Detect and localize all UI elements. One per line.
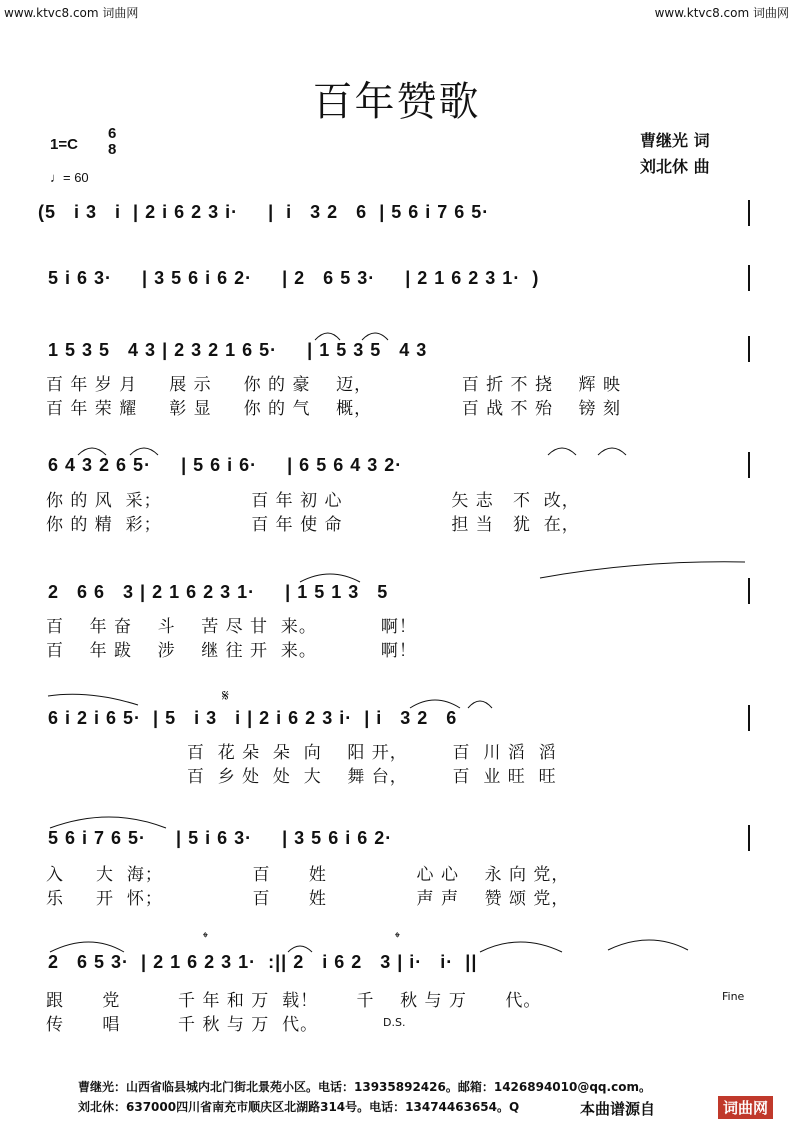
slur	[608, 940, 688, 950]
fine-mark: Fine	[722, 990, 745, 1003]
segno-mark: 𝄋	[222, 686, 229, 705]
slur	[130, 448, 158, 455]
key-signature: 1=C	[50, 136, 78, 153]
slur	[410, 700, 460, 708]
lyric-verse2-line-3: 百 年 荣 耀 彰 显 你 的 气 概， 百 战 不 殆 镑 刻	[46, 399, 621, 419]
lyric-verse1-line-4: 你 的 风 采； 百 年 初 心 矢 志 不 改，	[46, 491, 580, 511]
site-watermark-right: www.ktvc8.com 词曲网	[654, 6, 789, 20]
notation-line-3: 1 5 3 5 4 3 | 2 3 2 1 6 5· | 1 5 3 5 4 3	[48, 340, 428, 360]
notation-line-1: (5 i 3 i | 2 i 6 2 3 i· | i 3 2 6 | 5 6 i 7 6 5·	[38, 202, 490, 222]
slur	[548, 448, 576, 455]
ds-mark: D.S.	[383, 1016, 406, 1029]
time-signature-bottom: 8	[108, 141, 117, 158]
source-note: 本曲谱源自	[580, 1100, 656, 1118]
coda-mark-2: 𝄌	[395, 930, 400, 946]
slur	[300, 574, 360, 582]
notation-line-2: 5 i 6 3· | 3 5 6 i 6 2· | 2 6 5 3· | 2 1 6 2 3 1· )	[48, 268, 540, 288]
tempo-marking: ♩= 60	[50, 170, 89, 185]
lyric-verse1-line-8: 跟 党 千 年 和 万 载！ 千 秋 与 万 代。	[46, 991, 542, 1011]
notation-line-7: 5 6 i 7 6 5· | 5 i 6 3· | 3 5 6 i 6 2·	[48, 828, 393, 848]
slur	[598, 448, 626, 455]
slur	[288, 946, 312, 952]
lyric-verse1-line-6: 百 花 朵 朵 向 阳 开， 百 川 滔 滔	[46, 743, 557, 763]
slur	[362, 333, 388, 340]
slur	[48, 694, 138, 705]
slur	[78, 448, 106, 455]
notation-line-8: 2 6 5 3· | 2 1 6 2 3 1· :|| 2 i 6 2 3 | i· i· ||	[48, 952, 478, 972]
lyric-verse2-line-6: 百 乡 处 处 大 舞 台， 百 业 旺 旺	[46, 767, 557, 787]
notation-line-4: 6 4 3 2 6 5· | 5 6 i 6· | 6 5 6 4 3 2·	[48, 455, 403, 475]
lyric-verse2-line-7: 乐 开 怀； 百 姓 声 声 赞 颂 党，	[46, 889, 570, 909]
notation-line-5: 2 6 6 3 | 2 1 6 2 3 1· | 1 5 1 3 5	[48, 582, 389, 602]
slur	[50, 817, 166, 828]
slur	[50, 942, 124, 952]
song-title: 百年赞歌	[312, 79, 481, 125]
slur	[315, 333, 340, 340]
slur	[468, 701, 492, 708]
brand-logo: 词曲网	[718, 1096, 773, 1119]
lyric-verse1-line-3: 百 年 岁 月 展 示 你 的 豪 迈， 百 折 不 挠 辉 映	[46, 375, 621, 395]
slur	[540, 562, 745, 578]
footer-composer-contact: 刘北休：637000四川省南充市顺庆区北湖路314号。电话：13474463654。Q	[78, 1100, 520, 1114]
site-watermark-left: www.ktvc8.com 词曲网	[4, 6, 139, 20]
lyric-verse2-line-5: 百 年 跋 涉 继 往 开 来。 啊！	[46, 641, 417, 661]
notation-line-6: 6 i 2 i 6 5· | 5 i 3 i | 2 i 6 2 3 i· | i 3 2 6	[48, 708, 458, 728]
lyric-verse1-line-7: 入 大 海； 百 姓 心 心 永 向 党，	[46, 865, 570, 885]
footer-lyricist-contact: 曹继光：山西省临县城内北门街北景苑小区。电话：13935892426。邮箱：1426894010@qq.com。	[78, 1080, 651, 1094]
lyric-verse2-line-4: 你 的 精 彩； 百 年 使 命 担 当 犹 在，	[46, 515, 580, 535]
coda-mark-1: 𝄌	[203, 930, 208, 946]
time-signature-top: 6	[108, 125, 117, 142]
slur	[480, 942, 562, 952]
lyric-verse1-line-5: 百 年 奋 斗 苦 尽 甘 来。 啊！	[46, 617, 417, 637]
lyricist-credit: 曹继光 词	[640, 131, 710, 150]
composer-credit: 刘北休 曲	[640, 157, 710, 176]
lyric-verse2-line-8: 传 唱 千 秋 与 万 代。	[46, 1015, 319, 1035]
